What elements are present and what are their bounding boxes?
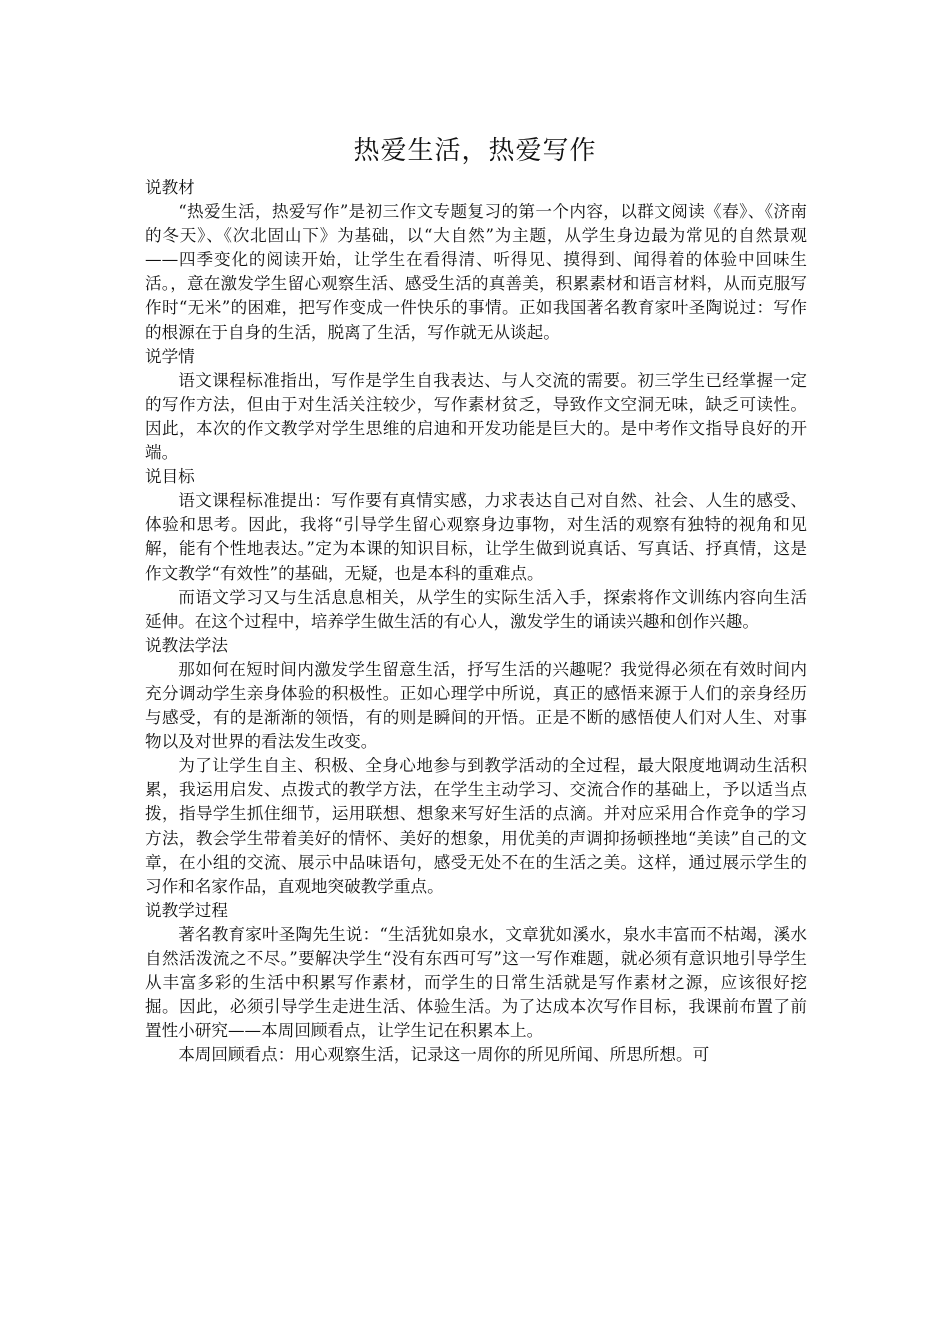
paragraph: “热爱生活，热爱写作”是初三作文专题复习的第一个内容，以群文阅读《春》、《济南的冬天》、《次北固山下》为基础，以“大自然”为主题，从学生身边最为常见的自然景观——四季变化的阅读开始，让学生在看得清、听得见、摸得到、闻得着的体验中回味生活。，意在激发学生留心观察生活、感受生活的真善美，积累素材和语言材料，从而克服写作时“无米”的困难，把写作变成一件快乐的事情。正如我国著名教育家叶圣陶说过：写作的根源在于自身的生活，脱离了生活，写作就无从谈起。 <box>145 202 807 342</box>
document-body <box>145 176 807 1067</box>
section-heading: 说学情 <box>145 346 195 366</box>
section-objectives <box>145 465 807 634</box>
paragraph: 著名教育家叶圣陶先生说：“生活犹如泉水，文章犹如溪水，泉水丰富而不枯竭，溪水自然活泼流之不尽。”要解决学生“没有东西可写”这一写作难题，就必须有意识地引导学生从丰富多彩的生活中积累写作素材，而学生的日常生活就是写作素材之源，应该很好挖掘。因此，必须引导学生走进生活、体验生活。为了达成本次写作目标，我课前布置了前置性小研究——本周回顾看点，让学生记在积累本上。 <box>145 924 807 1041</box>
section-heading: 说目标 <box>145 467 195 487</box>
paragraph: 而语文学习又与生活息息相关，从学生的实际生活入手，探索将作文训练内容向生活延伸。在这个过程中，培养学生做生活的有心人，激发学生的诵读兴趣和创作兴趣。 <box>145 587 807 631</box>
section-heading: 说教学过程 <box>145 900 228 920</box>
document-title: 热爱生活，热爱写作 <box>353 136 597 166</box>
section-textbook <box>145 176 807 345</box>
paragraph: 语文课程标准提出：写作要有真情实感，力求表达自己对自然、社会、人生的感受、体验和思考。因此，我将“引导学生留心观察身边事物，对生活的观察有独特的视角和见解，能有个性地表达。”定为本课的知识目标，让学生做到说真话、写真话、抒真情，这是作文教学“有效性”的基础，无疑，也是本科的重难点。 <box>145 491 807 583</box>
paragraph: 那如何在短时间内激发学生留意生活，抒写生活的兴趣呢？我觉得必须在有效时间内充分调动学生亲身体验的积极性。正如心理学中所说，真正的感悟来源于人们的亲身经历与感受，有的是渐渐的领悟，有的则是瞬间的开悟。正是不断的感悟使人们对人生、对事物以及对世界的看法发生改变。 <box>145 659 807 752</box>
paragraph: 为了让学生自主、积极、全身心地参与到教学活动的全过程，最大限度地调动生活积累，我运用启发、点拨式的教学方法，在学生主动学习、交流合作的基础上，予以适当点拨，指导学生抓住细节，运用联想、想象来写好生活的点滴。并对应采用合作竞争的学习方法，教会学生带着美好的情怀、美好的想象，用优美的声调抑扬顿挫地“美读”自己的文章，在小组的交流、展示中品味语句，感受无处不在的生活之美。这样，通过展示学生的习作和名家作品，直观地突破教学重点。 <box>145 756 807 896</box>
section-students <box>145 345 807 465</box>
section-methods <box>145 634 807 899</box>
section-heading: 说教法学法 <box>145 635 228 655</box>
paragraph: 本周回顾看点：用心观察生活，记录这一周你的所见所闻、所思所想。可 <box>178 1045 710 1065</box>
paragraph: 语文课程标准指出，写作是学生自我表达、与人交流的需要。初三学生已经掌握一定的写作方法，但由于对生活关注较少，写作素材贫乏，导致作文空洞无味，缺乏可读性。因此，本次的作文教学对学生思维的启迪和开发功能是巨大的。是中考作文指导良好的开端。 <box>145 370 807 463</box>
section-heading: 说教材 <box>145 178 195 197</box>
section-process <box>145 899 807 1068</box>
